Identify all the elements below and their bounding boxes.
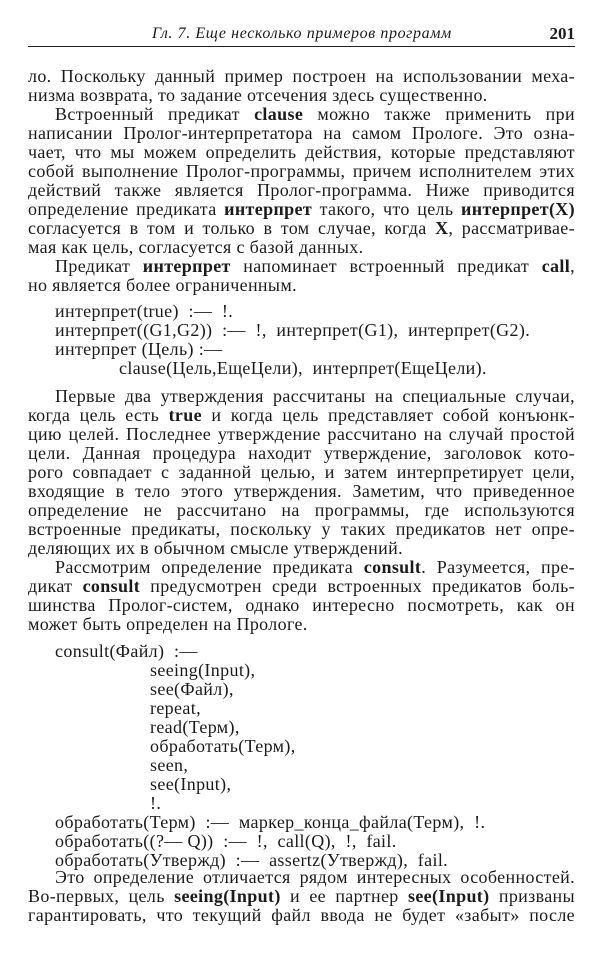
text-run: дикат: [28, 576, 83, 596]
text-run: Рассмотрим определение предиката: [55, 557, 364, 577]
text-line: [28, 67, 575, 86]
text-run: можно также применить при: [303, 104, 576, 124]
bold-term: интерпрет: [224, 199, 313, 219]
text-run: Первые два утверждения рассчитаны на специальные случаи,: [55, 386, 575, 406]
text-run: , рассматривае-: [448, 218, 575, 238]
text-run: ,: [570, 256, 575, 276]
text-run: чает, что мы можем определить действия, которые представляют: [28, 142, 575, 162]
code-line: seeing(Input),: [150, 660, 256, 680]
text-run: ло. Поскольку данный пример построен на использовании меха-: [28, 66, 575, 86]
code-line: !.: [150, 793, 162, 813]
text-run: но является более ограниченным.: [28, 275, 297, 295]
text-run: . Разумеется, пре-: [421, 557, 576, 577]
text-run: собой выполнение Пролог-программы, причем исполнителем этих: [28, 161, 575, 181]
text-run: шинства Пролог-систем, однако интересно посмотреть, как он: [28, 595, 575, 615]
text-line: [28, 887, 575, 906]
header-rule: [28, 46, 575, 47]
text-block: [28, 387, 575, 634]
text-run: написании Пролог-интерпретатора на самом Прологе. Это озна-: [28, 123, 575, 143]
text-run: когда цель есть: [28, 405, 169, 425]
text-line: [28, 444, 575, 463]
text-line: [28, 906, 575, 925]
text-line: [28, 105, 575, 124]
text-run: согласуется в том и только в том случае, когда: [28, 218, 436, 238]
code-line: интерпрет (Цель) :—: [55, 339, 223, 359]
text-line: [28, 558, 575, 577]
code-line: интерпрет((G1,G2)) :— !, интерпрет(G1), интерпрет(G2).: [55, 320, 531, 340]
text-run: определение не рассчитано на программы, где используются: [28, 500, 575, 520]
code-listing-consult: [28, 642, 575, 870]
text-run: входящие в тело этого утверждения. Заметим, что приведенное: [28, 481, 575, 501]
text-line: [28, 181, 575, 200]
text-run: деляющих их в обычном смысле утверждений.: [28, 538, 403, 558]
code-line: repeat,: [150, 698, 201, 718]
text-run: мая как цель, согласуется с базой данных.: [28, 237, 364, 257]
text-line: [28, 615, 575, 634]
text-line: [28, 520, 575, 539]
text-run: может быть определен на Прологе.: [28, 614, 308, 634]
text-line: [28, 406, 575, 425]
running-title: Гл. 7. Еще несколько примеров программ: [152, 25, 452, 42]
text-run: низма возврата, то задание отсечения здесь существенно.: [28, 85, 488, 105]
text-line: [28, 219, 575, 238]
text-run: призваны: [489, 886, 575, 906]
text-line: [28, 86, 575, 105]
text-run: и ее партнер: [280, 886, 408, 906]
text-line: [28, 162, 575, 181]
bold-term: call: [541, 256, 571, 276]
text-run: определение предиката: [28, 199, 225, 219]
code-listing-interpret: [28, 302, 575, 378]
bold-term: true: [168, 405, 202, 425]
text-line: [28, 387, 575, 406]
text-run: Предикат: [55, 256, 143, 276]
text-block: [28, 868, 575, 925]
text-line: [28, 539, 575, 558]
text-line: [28, 868, 575, 887]
text-run: цели. Данная процедура находит утверждение, заголовок кото-: [28, 443, 575, 463]
bold-term: consult: [363, 557, 422, 577]
text-run: Это определение отличается рядом интересных особенностей.: [55, 867, 575, 887]
code-line: see(Файл),: [150, 679, 234, 699]
bold-term: consult: [82, 576, 141, 596]
code-line: seen,: [150, 755, 189, 775]
paragraph: [28, 387, 575, 558]
bold-term: clause: [254, 104, 304, 124]
text-run: встроенные предикаты, поскольку у таких предикатов нет опре-: [28, 519, 575, 539]
text-run: предусмотрен среди встроенных предикатов боль-: [140, 576, 575, 596]
text-line: [28, 124, 575, 143]
text-line: [28, 577, 575, 596]
paragraph: [28, 105, 575, 257]
bold-term: see(Input): [407, 886, 490, 906]
code-line: see(Input),: [150, 774, 232, 794]
text-run: и когда цель представляет собой конъюнк-: [201, 405, 575, 425]
code-line: обработать(Терм),: [150, 736, 296, 756]
text-line: [28, 238, 575, 257]
bold-term: интерпрет: [142, 256, 231, 276]
paragraph: [28, 257, 575, 295]
text-line: [28, 276, 575, 295]
text-run: Во-первых, цель: [28, 886, 175, 906]
text-run: цию целей. Последнее утверждение рассчитано на случай простой: [28, 424, 575, 444]
text-run: действий также является Пролог-программа. Ниже приводится: [28, 180, 575, 200]
bold-term: seeing(Input): [174, 886, 281, 906]
text-run: напоминает встроенный предикат: [230, 256, 542, 276]
code-line: обработать(Утвержд) :— assertz(Утвержд), fail.: [55, 850, 449, 870]
code-line: обработать(Терм) :— маркер_конца_файла(Терм), !.: [55, 812, 486, 832]
text-line: [28, 425, 575, 444]
text-line: [28, 596, 575, 615]
code-line: consult(Файл) :—: [55, 641, 198, 661]
bold-term: интерпрет(X): [461, 199, 575, 219]
text-line: [28, 501, 575, 520]
text-run: такого, что цель: [312, 199, 462, 219]
page-number: 201: [549, 24, 575, 43]
text-line: [28, 200, 575, 219]
code-line: read(Терм),: [150, 717, 240, 737]
paragraph: [28, 558, 575, 634]
bold-term: X: [435, 218, 449, 238]
text-line: [28, 143, 575, 162]
text-run: рого совпадает с заданной целью, и затем интерпретирует цели,: [28, 462, 575, 482]
text-run: Встроенный предикат: [55, 104, 255, 124]
text-line: [28, 257, 575, 276]
paragraph: [28, 67, 575, 105]
text-block: [28, 67, 575, 295]
code-line: обработать((?— Q)) :— !, call(Q), !, fail.: [55, 831, 397, 851]
code-line: интерпрет(true) :— !.: [55, 301, 234, 321]
text-line: [28, 463, 575, 482]
code-line: clause(Цель,ЕщеЦели), интерпрет(ЕщеЦели).: [119, 358, 487, 378]
text-run: гарантировать, что текущий файл ввода не будет «забыт» после: [28, 905, 575, 925]
text-line: [28, 482, 575, 501]
paragraph: [28, 868, 575, 925]
